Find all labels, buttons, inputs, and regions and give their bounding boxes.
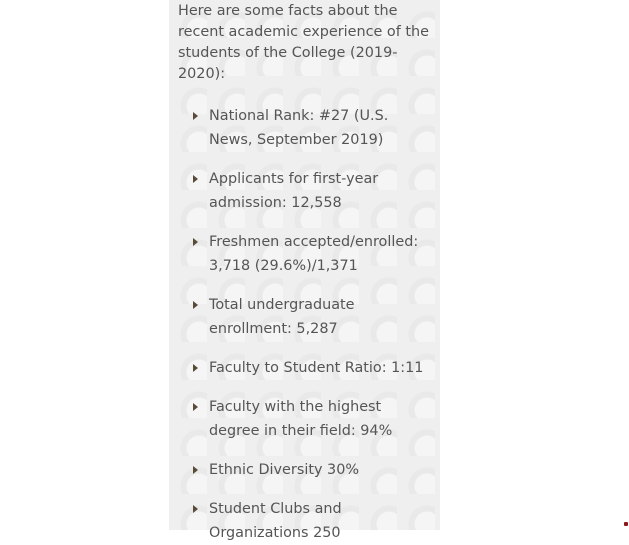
list-item [178, 230, 440, 278]
intro-text: Here are some facts about the recent academic experience of the students of the College (2019-2020): [178, 3, 429, 82]
list-item [178, 167, 440, 215]
triangle-right-icon [193, 466, 198, 474]
fact-label: Total undergraduate enrollment: 5,287 [209, 297, 355, 337]
triangle-right-icon [193, 505, 198, 513]
fact-label: Student Clubs and Organizations 250 [209, 501, 342, 541]
triangle-right-icon [193, 364, 198, 372]
triangle-right-icon [193, 238, 198, 246]
fact-label: Faculty to Student Ratio: 1:11 [209, 360, 424, 376]
list-item [178, 395, 440, 443]
fact-label: Faculty with the highest degree in their field: 94% [209, 399, 393, 439]
corner-mark [624, 522, 628, 526]
list-item [178, 293, 440, 341]
facts-list [178, 104, 440, 545]
triangle-right-icon [193, 112, 198, 120]
list-item [178, 458, 440, 482]
triangle-right-icon [193, 301, 198, 309]
list-item [178, 497, 440, 545]
list-item [178, 356, 440, 380]
triangle-right-icon [193, 175, 198, 183]
fact-label: National Rank: #27 (U.S. News, September 2019) [209, 108, 389, 148]
fact-label: Freshmen accepted/enrolled: 3,718 (29.6%)/1,371 [209, 234, 419, 274]
fact-label: Applicants for first-year admission: 12,558 [209, 171, 379, 211]
triangle-right-icon [193, 403, 198, 411]
facts-panel [169, 0, 440, 541]
list-item [178, 104, 440, 152]
fact-label: Ethnic Diversity 30% [209, 462, 360, 478]
